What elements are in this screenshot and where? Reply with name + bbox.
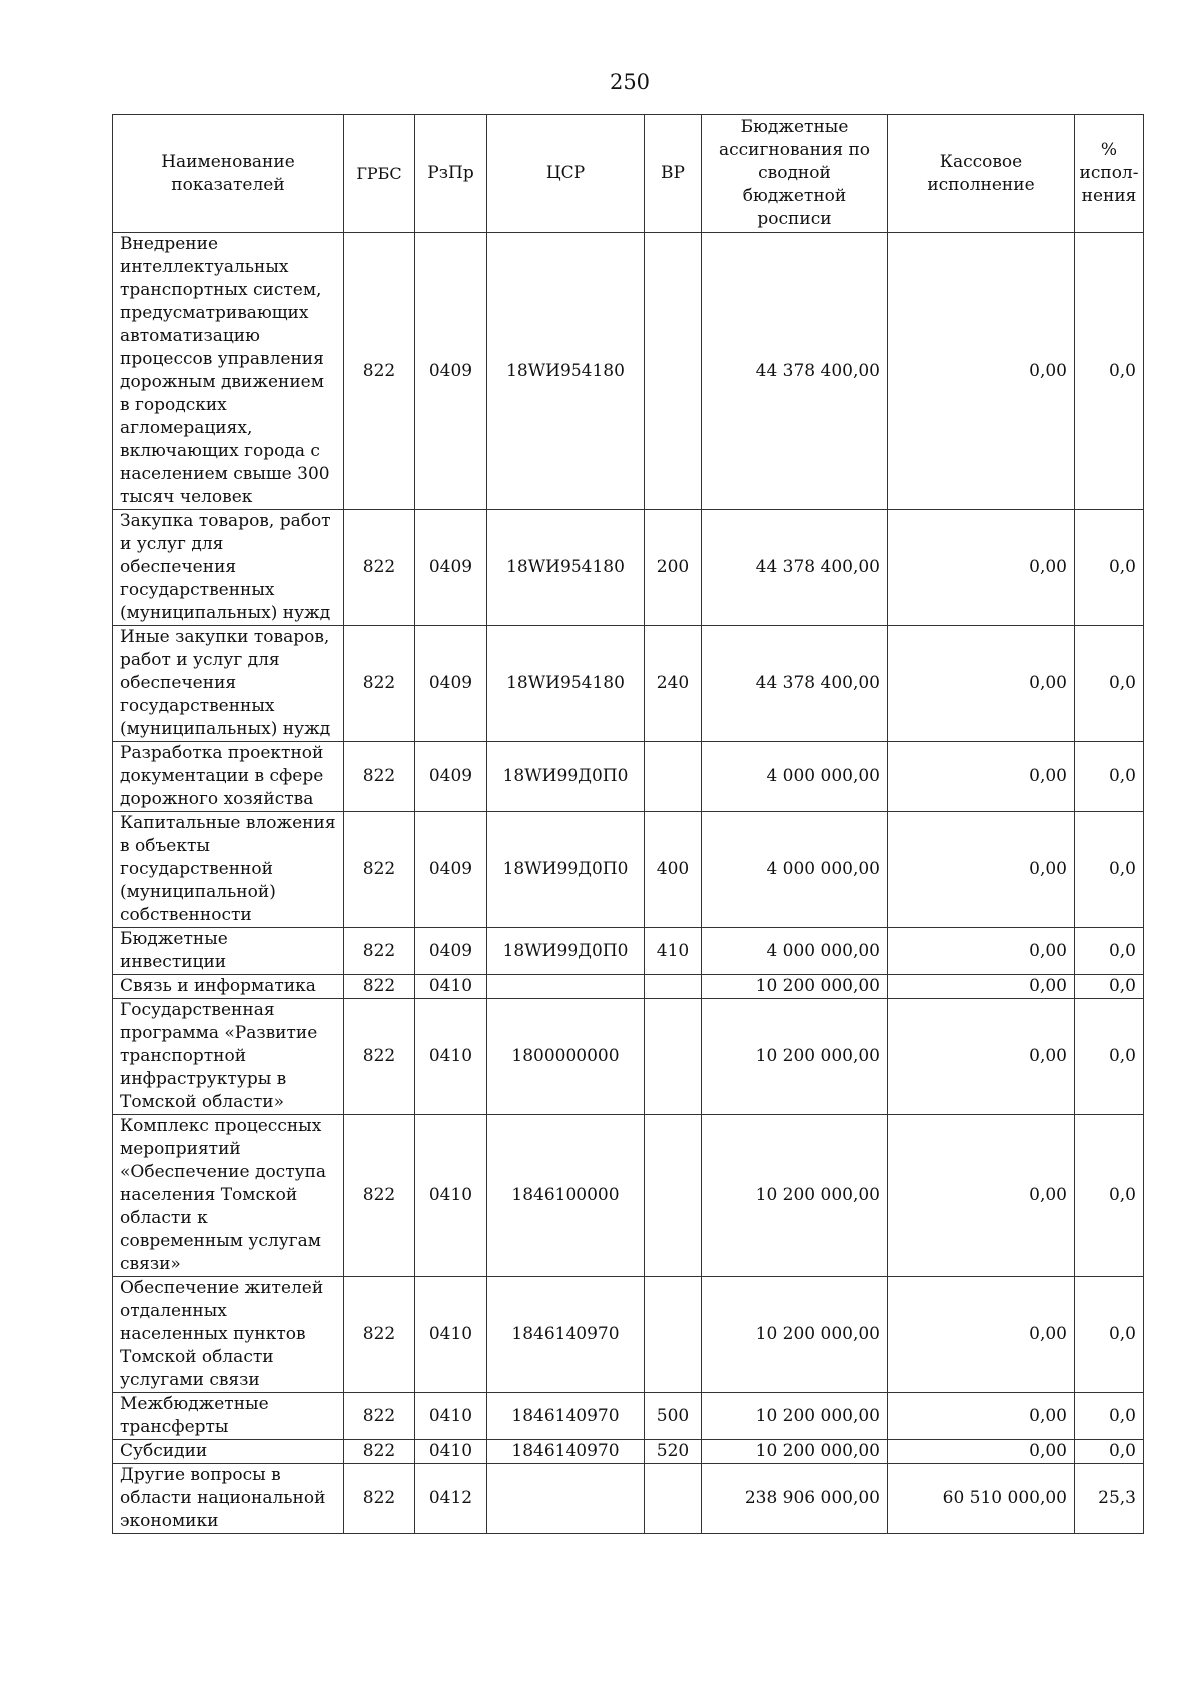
row-vr: 400	[645, 812, 702, 928]
table-row	[113, 1115, 1144, 1277]
row-vr: 410	[645, 928, 702, 975]
table-row	[113, 928, 1144, 975]
row-rzpr: 0410	[415, 999, 487, 1115]
row-csr: 18WИ99Д0П0	[487, 742, 645, 812]
row-csr	[487, 1464, 645, 1534]
row-budget: 4 000 000,00	[702, 928, 888, 975]
row-budget: 44 378 400,00	[702, 626, 888, 742]
row-percent: 0,0	[1075, 510, 1144, 626]
row-percent: 0,0	[1075, 1115, 1144, 1277]
row-name: Межбюджетные трансферты	[113, 1393, 344, 1440]
row-rzpr: 0409	[415, 626, 487, 742]
row-budget: 4 000 000,00	[702, 742, 888, 812]
row-vr: 240	[645, 626, 702, 742]
row-percent: 0,0	[1075, 1440, 1144, 1464]
row-csr: 18WИ99Д0П0	[487, 812, 645, 928]
row-grbs: 822	[344, 1464, 415, 1534]
row-rzpr: 0409	[415, 510, 487, 626]
row-cash: 0,00	[888, 1277, 1075, 1393]
row-name: Комплекс процессных мероприятий «Обеспечение доступа населения Томской области к современным услугам связи»	[113, 1115, 344, 1277]
row-rzpr: 0410	[415, 1440, 487, 1464]
row-rzpr: 0409	[415, 233, 487, 510]
row-grbs: 822	[344, 1393, 415, 1440]
header-vr: ВР	[645, 115, 702, 233]
row-csr: 1846140970	[487, 1393, 645, 1440]
row-vr: 520	[645, 1440, 702, 1464]
row-grbs: 822	[344, 742, 415, 812]
header-cash: Кассовое исполнение	[888, 115, 1075, 233]
row-percent: 0,0	[1075, 999, 1144, 1115]
row-name: Государственная программа «Развитие транспортной инфраструктуры в Томской области»	[113, 999, 344, 1115]
row-grbs: 822	[344, 510, 415, 626]
row-percent: 0,0	[1075, 233, 1144, 510]
row-cash: 0,00	[888, 626, 1075, 742]
table-row	[113, 233, 1144, 510]
row-csr: 18WИ99Д0П0	[487, 928, 645, 975]
row-budget: 44 378 400,00	[702, 233, 888, 510]
row-rzpr: 0410	[415, 1277, 487, 1393]
table-row	[113, 1440, 1144, 1464]
row-name: Другие вопросы в области национальной экономики	[113, 1464, 344, 1534]
header-rzpr: РзПр	[415, 115, 487, 233]
row-percent: 0,0	[1075, 1393, 1144, 1440]
row-name: Связь и информатика	[113, 975, 344, 999]
row-csr	[487, 975, 645, 999]
row-budget: 10 200 000,00	[702, 1393, 888, 1440]
row-grbs: 822	[344, 975, 415, 999]
row-vr	[645, 742, 702, 812]
row-cash: 0,00	[888, 742, 1075, 812]
row-name: Закупка товаров, работ и услуг для обеспечения государственных (муниципальных) нужд	[113, 510, 344, 626]
table-row	[113, 1464, 1144, 1534]
row-budget: 4 000 000,00	[702, 812, 888, 928]
table-row	[113, 626, 1144, 742]
row-cash: 0,00	[888, 812, 1075, 928]
row-cash: 0,00	[888, 1115, 1075, 1277]
table-row	[113, 999, 1144, 1115]
header-csr: ЦСР	[487, 115, 645, 233]
row-vr	[645, 999, 702, 1115]
row-csr: 18WИ954180	[487, 626, 645, 742]
row-cash: 60 510 000,00	[888, 1464, 1075, 1534]
header-name: Наименование показателей	[113, 115, 344, 233]
row-csr: 18WИ954180	[487, 233, 645, 510]
row-name: Субсидии	[113, 1440, 344, 1464]
row-cash: 0,00	[888, 233, 1075, 510]
row-name: Бюджетные инвестиции	[113, 928, 344, 975]
row-cash: 0,00	[888, 975, 1075, 999]
row-vr	[645, 233, 702, 510]
table-row	[113, 975, 1144, 999]
row-grbs: 822	[344, 928, 415, 975]
row-budget: 10 200 000,00	[702, 1440, 888, 1464]
row-grbs: 822	[344, 1115, 415, 1277]
row-name: Разработка проектной документации в сфере дорожного хозяйства	[113, 742, 344, 812]
row-rzpr: 0409	[415, 742, 487, 812]
row-grbs: 822	[344, 812, 415, 928]
row-cash: 0,00	[888, 928, 1075, 975]
row-grbs: 822	[344, 626, 415, 742]
table-row	[113, 1277, 1144, 1393]
row-percent: 0,0	[1075, 812, 1144, 928]
row-budget: 10 200 000,00	[702, 975, 888, 999]
page-number: 250	[609, 70, 651, 94]
row-csr: 1846100000	[487, 1115, 645, 1277]
row-csr: 18WИ954180	[487, 510, 645, 626]
row-csr: 1846140970	[487, 1440, 645, 1464]
row-percent: 0,0	[1075, 928, 1144, 975]
table-header-row	[113, 115, 1144, 233]
row-rzpr: 0410	[415, 1115, 487, 1277]
row-vr: 500	[645, 1393, 702, 1440]
row-grbs: 822	[344, 1440, 415, 1464]
row-rzpr: 0410	[415, 1393, 487, 1440]
header-budget: Бюджетные ассигнования по сводной бюджетной росписи	[702, 115, 888, 233]
row-vr	[645, 1277, 702, 1393]
row-cash: 0,00	[888, 1393, 1075, 1440]
row-rzpr: 0410	[415, 975, 487, 999]
row-vr	[645, 1464, 702, 1534]
row-percent: 0,0	[1075, 626, 1144, 742]
row-percent: 0,0	[1075, 975, 1144, 999]
row-percent: 0,0	[1075, 1277, 1144, 1393]
row-rzpr: 0409	[415, 812, 487, 928]
row-name: Иные закупки товаров, работ и услуг для обеспечения государственных (муниципальных) нужд	[113, 626, 344, 742]
table-row	[113, 812, 1144, 928]
table-row	[113, 742, 1144, 812]
row-cash: 0,00	[888, 510, 1075, 626]
row-grbs: 822	[344, 1277, 415, 1393]
row-csr: 1800000000	[487, 999, 645, 1115]
row-vr	[645, 975, 702, 999]
row-percent: 25,3	[1075, 1464, 1144, 1534]
row-budget: 238 906 000,00	[702, 1464, 888, 1534]
row-percent: 0,0	[1075, 742, 1144, 812]
budget-table	[112, 114, 1144, 1534]
row-csr: 1846140970	[487, 1277, 645, 1393]
header-percent: % испол-нения	[1075, 115, 1144, 233]
row-budget: 10 200 000,00	[702, 999, 888, 1115]
row-vr	[645, 1115, 702, 1277]
table-row	[113, 1393, 1144, 1440]
row-name: Капитальные вложения в объекты государственной (муниципальной) собственности	[113, 812, 344, 928]
row-grbs: 822	[344, 233, 415, 510]
row-cash: 0,00	[888, 1440, 1075, 1464]
row-name: Обеспечение жителей отдаленных населенных пунктов Томской области услугами связи	[113, 1277, 344, 1393]
row-rzpr: 0409	[415, 928, 487, 975]
row-cash: 0,00	[888, 999, 1075, 1115]
header-grbs: ГРБС	[344, 115, 415, 233]
row-budget: 44 378 400,00	[702, 510, 888, 626]
row-grbs: 822	[344, 999, 415, 1115]
row-budget: 10 200 000,00	[702, 1277, 888, 1393]
row-vr: 200	[645, 510, 702, 626]
row-rzpr: 0412	[415, 1464, 487, 1534]
row-name: Внедрение интеллектуальных транспортных систем, предусматривающих автоматизацию процессов управления дорожным движением в городских агломерациях, включающих города с населением свыше 300 тысяч человек	[113, 233, 344, 510]
row-budget: 10 200 000,00	[702, 1115, 888, 1277]
table-row	[113, 510, 1144, 626]
